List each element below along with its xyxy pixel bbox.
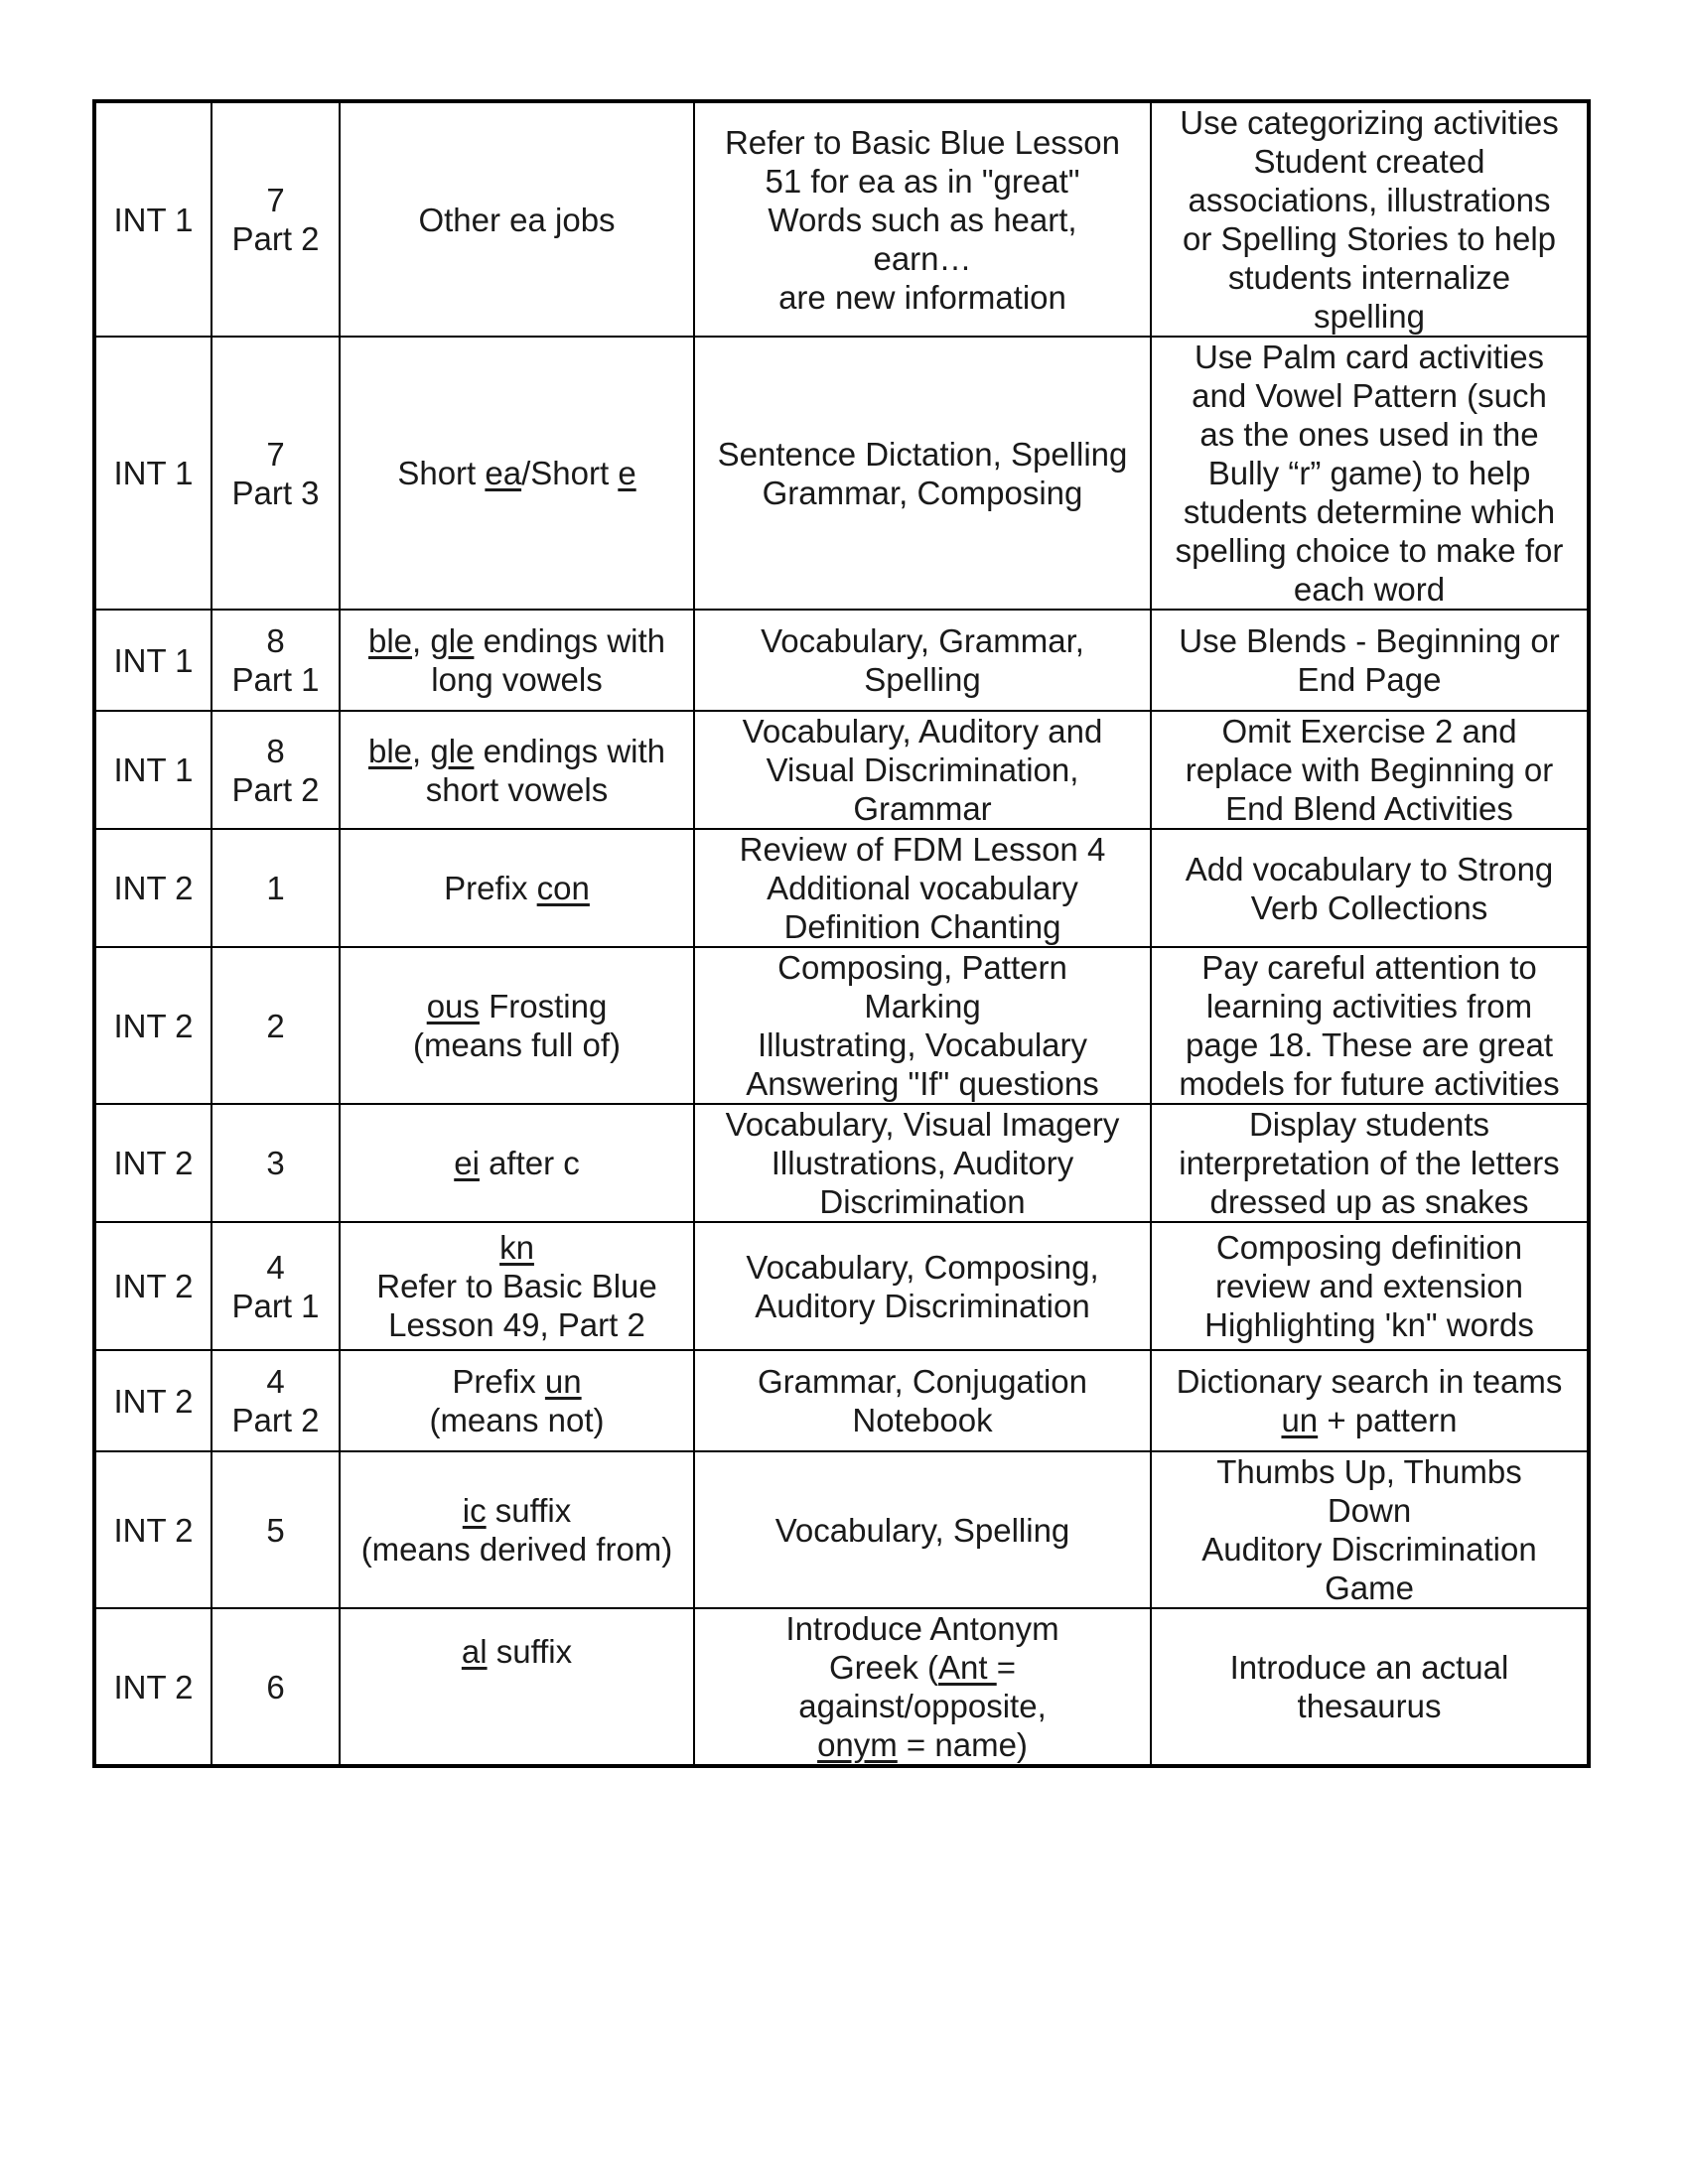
cell-line	[1158, 660, 1581, 699]
notes-cell	[1151, 101, 1589, 337]
cell-text: suffix	[486, 1492, 572, 1529]
topic-cell	[340, 947, 694, 1104]
notes-cell	[1151, 1350, 1589, 1451]
cell-text: Bully “r” game) to help	[1207, 455, 1531, 491]
cell-line	[1158, 850, 1581, 888]
cell-line	[701, 1687, 1144, 1725]
cell-line	[347, 987, 687, 1025]
lesson-table	[92, 99, 1591, 1768]
table-row	[94, 1608, 1589, 1766]
underlined-text: al	[461, 1632, 488, 1670]
lesson-cell	[211, 337, 340, 610]
cell-line	[1158, 415, 1581, 454]
cell-text: End Page	[1297, 661, 1442, 698]
table-row	[94, 610, 1589, 711]
cell-line	[347, 201, 687, 239]
cell-text: Use categorizing activities	[1180, 104, 1559, 141]
cell-line	[701, 435, 1144, 474]
cell-line	[347, 1401, 687, 1439]
underlined-text: onym	[817, 1726, 898, 1763]
cell-text: Grammar, Composing	[762, 474, 1083, 511]
activities-cell	[694, 610, 1151, 711]
topic-cell	[340, 610, 694, 711]
cell-line	[1158, 376, 1581, 415]
cell-text: short vowels	[425, 770, 609, 808]
cell-text: Discrimination	[819, 1183, 1026, 1220]
cell-text: replace with Beginning or	[1185, 751, 1554, 788]
cell-text: Thumbs Up, Thumbs	[1216, 1453, 1522, 1490]
cell-line	[1158, 1267, 1581, 1305]
lesson-cell	[211, 947, 340, 1104]
cell-text: against/opposite,	[798, 1688, 1047, 1724]
cell-text: after c	[479, 1145, 580, 1181]
cell-text: learning activities from	[1205, 988, 1533, 1024]
cell-text: interpretation of the letters	[1179, 1145, 1560, 1181]
notes-cell	[1151, 610, 1589, 711]
cell-line	[701, 751, 1144, 789]
cell-text: Illustrations, Auditory	[771, 1145, 1074, 1181]
cell-line	[701, 1609, 1144, 1648]
cell-line	[701, 474, 1144, 512]
cell-text: Vocabulary, Composing,	[746, 1248, 1099, 1286]
cell-line	[1158, 1228, 1581, 1267]
lesson-cell	[211, 1104, 340, 1222]
level-text: INT 1	[113, 641, 194, 679]
lesson-line: 6	[266, 1668, 285, 1706]
cell-text: (means full of)	[412, 1026, 622, 1063]
activities-cell	[694, 1451, 1151, 1608]
cell-text: = name)	[897, 1726, 1028, 1763]
cell-text: Spelling	[864, 661, 981, 698]
lesson-cell	[211, 610, 340, 711]
cell-line	[701, 239, 1144, 278]
lesson-line: 2	[266, 1007, 285, 1044]
topic-cell	[340, 1350, 694, 1451]
cell-text: Frosting	[479, 988, 608, 1024]
cell-text: Definition Chanting	[783, 908, 1061, 945]
cell-line	[1158, 1491, 1581, 1530]
cell-line	[701, 907, 1144, 946]
lesson-cell	[211, 1350, 340, 1451]
topic-cell	[340, 337, 694, 610]
underlined-text: e	[618, 455, 636, 491]
cell-text: Refer to Basic Blue	[376, 1268, 657, 1304]
underlined-text: un	[544, 1363, 582, 1400]
cell-line	[347, 1267, 687, 1305]
cell-line	[701, 830, 1144, 869]
table-row	[94, 337, 1589, 610]
cell-text: Composing, Pattern	[777, 949, 1067, 986]
cell-text: Pay careful attention to	[1201, 949, 1537, 986]
cell-text: Auditory Discrimination	[1201, 1531, 1537, 1568]
cell-text: page 18. These are great	[1186, 1026, 1553, 1063]
cell-line	[701, 1144, 1144, 1182]
lesson-line: 4	[266, 1363, 285, 1400]
lesson-line: Part 2	[231, 220, 320, 257]
cell-text: Short	[397, 455, 486, 491]
cell-text: spelling choice to make for	[1175, 532, 1564, 569]
cell-text: Lesson 49, Part 2	[388, 1306, 645, 1343]
cell-line	[701, 201, 1144, 239]
cell-line	[701, 789, 1144, 828]
cell-text: Add vocabulary to Strong	[1185, 850, 1554, 887]
cell-text: Game	[1325, 1570, 1414, 1606]
topic-cell	[340, 1608, 694, 1766]
cell-line	[1158, 570, 1581, 609]
level-cell	[94, 101, 211, 337]
underlined-text: ble	[367, 732, 413, 769]
underlined-text: ei	[454, 1145, 480, 1181]
cell-text: Grammar	[853, 790, 992, 827]
cell-text: Verb Collections	[1250, 888, 1488, 926]
notes-cell	[1151, 1222, 1589, 1350]
cell-line	[701, 621, 1144, 660]
lesson-line: 8	[266, 732, 285, 769]
cell-text: models for future activities	[1179, 1065, 1560, 1102]
cell-text: (means not)	[429, 1402, 605, 1438]
cell-text: Marking	[864, 988, 981, 1024]
table-row	[94, 1104, 1589, 1222]
level-cell	[94, 337, 211, 610]
cell-text: Vocabulary, Visual Imagery	[725, 1106, 1120, 1143]
cell-line	[1158, 1305, 1581, 1344]
level-cell	[94, 829, 211, 947]
level-text: INT 1	[113, 455, 194, 491]
cell-text: Greek (	[828, 1649, 939, 1686]
table-row	[94, 829, 1589, 947]
cell-line	[701, 712, 1144, 751]
cell-line	[701, 162, 1144, 201]
topic-cell	[340, 829, 694, 947]
cell-line	[1158, 1105, 1581, 1144]
lesson-line: 7	[266, 435, 285, 473]
underlined-text: con	[536, 870, 590, 906]
cell-text: dressed up as snakes	[1209, 1183, 1529, 1220]
underlined-text: un	[1281, 1402, 1319, 1438]
cell-line	[701, 948, 1144, 987]
cell-text: Omit Exercise 2 and	[1221, 713, 1517, 750]
level-cell	[94, 1104, 211, 1222]
cell-text: Grammar, Conjugation	[758, 1363, 1087, 1400]
cell-line	[701, 869, 1144, 907]
level-text: INT 1	[113, 201, 194, 238]
cell-text: thesaurus	[1297, 1688, 1442, 1724]
notes-cell	[1151, 1608, 1589, 1766]
cell-line	[1158, 454, 1581, 492]
cell-text: Auditory Discrimination	[755, 1287, 1090, 1324]
activities-cell	[694, 1104, 1151, 1222]
underlined-text: gle	[430, 732, 475, 769]
level-cell	[94, 1350, 211, 1451]
cell-text: review and extension	[1214, 1268, 1524, 1304]
cell-text: spelling	[1314, 298, 1425, 335]
underlined-text: ic	[462, 1492, 487, 1529]
cell-line	[701, 660, 1144, 699]
lesson-line: 4	[266, 1248, 285, 1286]
underlined-text: kn	[499, 1229, 534, 1266]
cell-text: + pattern	[1318, 1402, 1458, 1438]
level-cell	[94, 947, 211, 1104]
cell-text: associations, illustrations	[1188, 182, 1551, 218]
level-cell	[94, 1222, 211, 1350]
cell-text: Prefix	[444, 870, 537, 906]
level-text: INT 2	[113, 1145, 194, 1181]
cell-line	[701, 1105, 1144, 1144]
table-row	[94, 711, 1589, 829]
level-cell	[94, 610, 211, 711]
cell-line	[1158, 1362, 1581, 1401]
lesson-cell	[211, 1222, 340, 1350]
level-cell	[94, 1608, 211, 1766]
cell-line	[701, 1287, 1144, 1325]
cell-text: Introduce an actual	[1229, 1649, 1509, 1686]
cell-text: ,	[412, 732, 431, 769]
cell-line	[1158, 338, 1581, 376]
cell-line	[701, 1725, 1144, 1764]
notes-cell	[1151, 711, 1589, 829]
cell-line	[347, 660, 687, 699]
lesson-line: 7	[266, 182, 285, 218]
cell-line	[701, 1401, 1144, 1439]
cell-text: Notebook	[852, 1402, 993, 1438]
lesson-line: 3	[266, 1145, 285, 1181]
cell-text: each word	[1293, 571, 1446, 608]
lesson-line: Part 1	[231, 1287, 320, 1324]
notes-cell	[1151, 947, 1589, 1104]
cell-text: students internalize	[1227, 259, 1511, 296]
cell-text: Display students	[1248, 1106, 1490, 1143]
level-text: INT 2	[113, 870, 194, 906]
cell-text: or Spelling Stories to help	[1182, 220, 1557, 257]
lesson-cell	[211, 1451, 340, 1608]
cell-line	[701, 1648, 1144, 1687]
table-row	[94, 101, 1589, 337]
table-row	[94, 1451, 1589, 1608]
table-row	[94, 1222, 1589, 1350]
cell-text: Additional vocabulary	[767, 870, 1078, 906]
cell-line	[1158, 258, 1581, 297]
cell-line	[1158, 751, 1581, 789]
lesson-line: Part 1	[231, 661, 320, 698]
cell-text: =	[996, 1649, 1016, 1686]
cell-line	[1158, 142, 1581, 181]
cell-line	[1158, 1687, 1581, 1725]
cell-line	[1158, 1182, 1581, 1221]
activities-cell	[694, 829, 1151, 947]
cell-text: endings with	[474, 622, 666, 659]
notes-cell	[1151, 1451, 1589, 1608]
cell-text: Down	[1327, 1492, 1412, 1529]
cell-line	[701, 278, 1144, 317]
underlined-text: Ant	[938, 1649, 997, 1686]
level-text: INT 2	[113, 1007, 194, 1044]
cell-line	[1158, 219, 1581, 258]
cell-line	[701, 1248, 1144, 1287]
cell-line	[347, 1228, 687, 1267]
cell-line	[347, 869, 687, 907]
cell-text: (means derived from)	[360, 1531, 673, 1568]
level-text: INT 2	[113, 1511, 194, 1549]
cell-line	[1158, 492, 1581, 531]
table-row	[94, 1350, 1589, 1451]
cell-text: /Short	[521, 455, 619, 491]
cell-text: and Vowel Pattern (such	[1192, 377, 1547, 414]
cell-line	[701, 1511, 1144, 1550]
cell-line	[1158, 531, 1581, 570]
cell-line	[1158, 948, 1581, 987]
cell-text: Composing definition	[1215, 1229, 1523, 1266]
activities-cell	[694, 101, 1151, 337]
cell-line	[1158, 1530, 1581, 1569]
activities-cell	[694, 1350, 1151, 1451]
level-text: INT 2	[113, 1382, 194, 1420]
notes-cell	[1151, 337, 1589, 610]
cell-line	[347, 1491, 687, 1530]
level-text: INT 2	[113, 1268, 194, 1304]
cell-text: Highlighting 'kn" words	[1204, 1306, 1534, 1343]
lesson-line: 1	[266, 870, 285, 906]
cell-text: students determine which	[1183, 493, 1556, 530]
topic-cell	[340, 1451, 694, 1608]
cell-text: Introduce Antonym	[785, 1610, 1059, 1647]
cell-text: Vocabulary, Spelling	[774, 1511, 1070, 1549]
table-row	[94, 947, 1589, 1104]
cell-text: Refer to Basic Blue Lesson	[724, 123, 1121, 161]
cell-line	[347, 1144, 687, 1182]
cell-line	[347, 454, 687, 492]
cell-line	[1158, 712, 1581, 751]
cell-line	[701, 123, 1144, 162]
cell-line	[1158, 1064, 1581, 1103]
lesson-line: Part 2	[231, 770, 320, 808]
lesson-cell	[211, 101, 340, 337]
table-body	[94, 101, 1589, 1766]
cell-line	[701, 1064, 1144, 1103]
cell-line	[347, 1530, 687, 1569]
underlined-text: ous	[426, 988, 480, 1024]
notes-cell	[1151, 829, 1589, 947]
cell-line	[1158, 1144, 1581, 1182]
cell-line	[347, 732, 687, 770]
activities-cell	[694, 1608, 1151, 1766]
cell-text: are new information	[778, 278, 1066, 316]
activities-cell	[694, 1222, 1151, 1350]
cell-line	[701, 1182, 1144, 1221]
lesson-line: 5	[266, 1511, 285, 1549]
lesson-cell	[211, 711, 340, 829]
underlined-text: ble	[367, 622, 413, 659]
cell-line	[701, 1362, 1144, 1401]
cell-line	[1158, 621, 1581, 660]
cell-text: 51 for ea as in "great"	[765, 162, 1080, 200]
lesson-cell	[211, 829, 340, 947]
topic-cell	[340, 1104, 694, 1222]
cell-line	[1158, 1452, 1581, 1491]
underlined-text: ea	[485, 455, 522, 491]
cell-text: Dictionary search in teams	[1176, 1363, 1563, 1400]
cell-text: Use Palm card activities	[1194, 339, 1545, 375]
topic-cell	[340, 1222, 694, 1350]
cell-line	[701, 1025, 1144, 1064]
underlined-text: gle	[430, 622, 475, 659]
cell-line	[347, 1632, 687, 1671]
cell-text: Vocabulary, Grammar,	[761, 622, 1084, 659]
lesson-line: Part 3	[231, 474, 320, 511]
cell-text: Illustrating, Vocabulary	[757, 1026, 1087, 1063]
topic-cell	[340, 711, 694, 829]
cell-line	[1158, 181, 1581, 219]
activities-cell	[694, 711, 1151, 829]
lesson-cell	[211, 1608, 340, 1766]
activities-cell	[694, 947, 1151, 1104]
cell-line	[701, 987, 1144, 1025]
cell-text: long vowels	[431, 661, 603, 698]
cell-text: Other ea jobs	[418, 201, 616, 238]
cell-line	[347, 1025, 687, 1064]
activities-cell	[694, 337, 1151, 610]
cell-line	[1158, 1025, 1581, 1064]
cell-line	[347, 1362, 687, 1401]
cell-line	[347, 770, 687, 809]
cell-text: Review of FDM Lesson 4	[739, 831, 1106, 868]
cell-line	[1158, 297, 1581, 336]
cell-text: Visual Discrimination,	[766, 751, 1079, 788]
cell-text: earn…	[873, 239, 972, 277]
cell-line	[1158, 1648, 1581, 1687]
level-cell	[94, 1451, 211, 1608]
cell-text: ,	[412, 622, 431, 659]
topic-cell	[340, 101, 694, 337]
cell-line	[1158, 987, 1581, 1025]
cell-line	[347, 621, 687, 660]
cell-text: as the ones used in the	[1199, 416, 1539, 453]
level-cell	[94, 711, 211, 829]
level-text: INT 1	[113, 751, 194, 788]
notes-cell	[1151, 1104, 1589, 1222]
cell-text: Use Blends - Beginning or	[1179, 622, 1560, 659]
lesson-line: Part 2	[231, 1402, 320, 1438]
cell-text: Words such as heart,	[768, 201, 1077, 238]
cell-line	[1158, 789, 1581, 828]
cell-text: End Blend Activities	[1225, 790, 1513, 827]
level-text: INT 2	[113, 1668, 194, 1706]
cell-text: Answering "If" questions	[746, 1065, 1099, 1102]
cell-text: suffix	[487, 1632, 573, 1670]
cell-line	[1158, 103, 1581, 142]
cell-line	[1158, 1401, 1581, 1439]
cell-text: Student created	[1253, 143, 1485, 180]
cell-text: Sentence Dictation, Spelling	[717, 435, 1128, 473]
cell-line	[1158, 1569, 1581, 1607]
cell-text: endings with	[474, 732, 666, 769]
cell-text: Vocabulary, Auditory and	[742, 713, 1103, 750]
cell-line	[1158, 888, 1581, 927]
cell-text: Prefix	[452, 1363, 545, 1400]
lesson-line: 8	[266, 622, 285, 659]
cell-line	[347, 1305, 687, 1344]
